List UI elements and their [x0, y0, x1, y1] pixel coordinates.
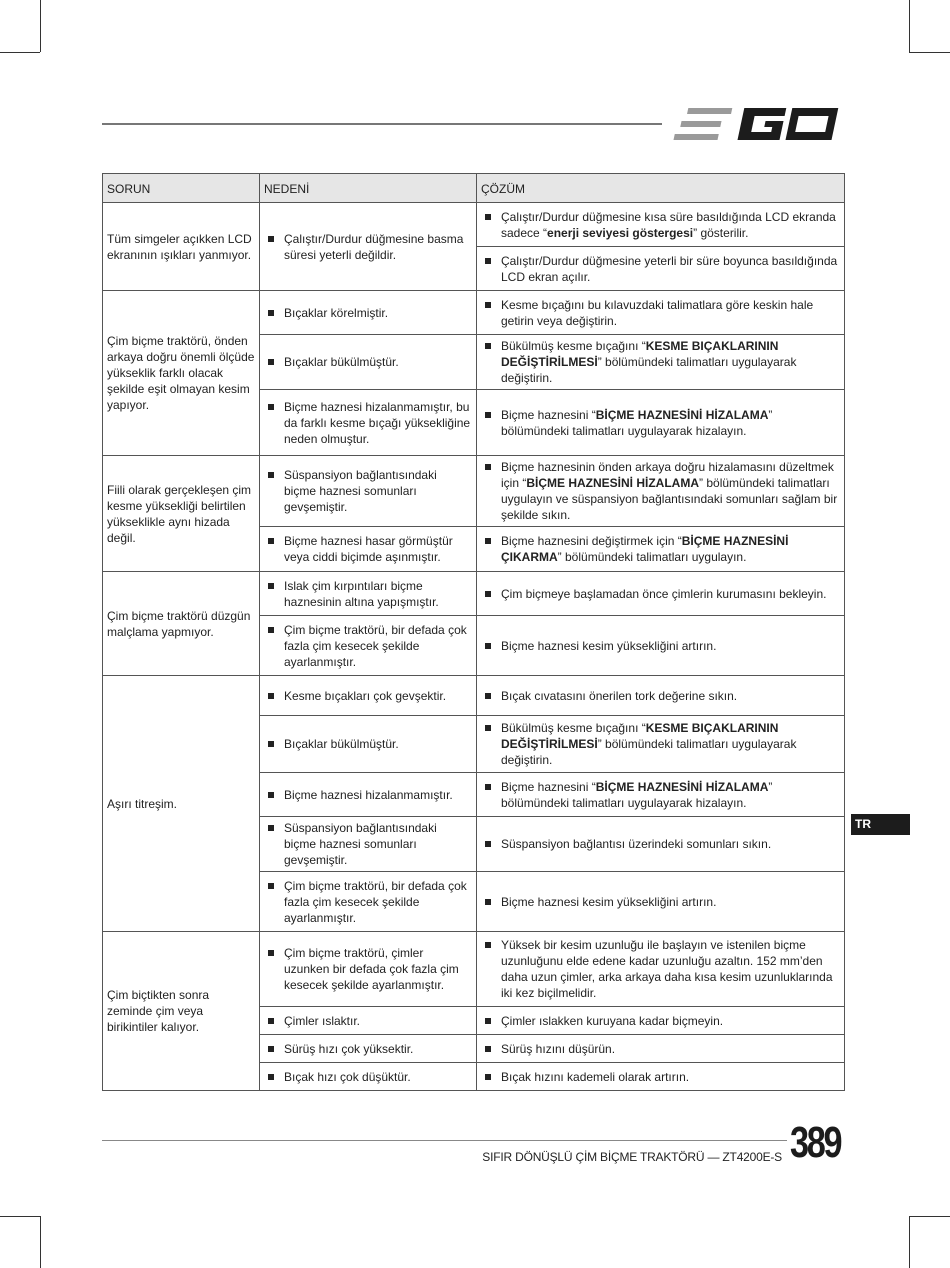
page-number: 389: [790, 1118, 841, 1167]
nedeni-cell: [260, 291, 477, 335]
bullet-square-icon: [485, 1018, 491, 1024]
table-row: [103, 203, 845, 247]
nedeni-cell: [260, 572, 477, 616]
crop-mark: [909, 1216, 950, 1217]
bullet-square-icon: [268, 741, 274, 747]
nedeni-item: [264, 736, 472, 752]
header-cozum: ÇÖZÜM: [477, 174, 845, 203]
bullet-square-icon: [485, 214, 491, 220]
cozum-item: [481, 1041, 840, 1057]
cozum-item: [481, 407, 840, 439]
bullet-square-icon: [268, 792, 274, 798]
nedeni-item-text: Biçme haznesi hasar görmüştür veya ciddi biçimde aşınmıştır.: [284, 534, 453, 564]
bullet-square-icon: [485, 464, 491, 470]
cozum-item-text: Bükülmüş kesme bıçağını “KESME BIÇAKLARININ DEĞİŞTİRİLMESİ” bölümündeki talimatları uygulayarak değiştirin.: [501, 721, 797, 767]
cozum-item: [481, 253, 840, 285]
cozum-item: [481, 720, 840, 768]
bullet-square-icon: [268, 693, 274, 699]
sorun-cell: Çim biçme traktörü düzgün malçlama yapmıyor.: [103, 572, 260, 676]
sorun-cell: Çim biçtikten sonra zeminde çim veya birikintiler kalıyor.: [103, 932, 260, 1091]
cozum-item: [481, 586, 840, 602]
nedeni-item-text: Bıçak hızı çok düşüktür.: [284, 1069, 411, 1084]
nedeni-item-text: Biçme haznesi hizalanmamıştır.: [284, 787, 453, 802]
cozum-item-text: Çimler ıslakken kuruyana kadar biçmeyin.: [501, 1013, 724, 1028]
cozum-item-text: Çim biçmeye başlamadan önce çimlerin kurumasını bekleyin.: [501, 586, 827, 601]
nedeni-item-text: Çim biçme traktörü, çimler uzunken bir defada çok fazla çim kesecek şekilde ayarlanmıştır.: [284, 946, 459, 992]
crop-mark: [0, 1216, 40, 1217]
table-row: [103, 676, 845, 716]
nedeni-item: [264, 1013, 472, 1029]
bullet-square-icon: [268, 310, 274, 316]
cozum-item-text: Kesme bıçağını bu kılavuzdaki talimatlara göre keskin hale getirin veya değiştirin.: [501, 297, 814, 328]
bullet-square-icon: [268, 950, 274, 956]
bullet-square-icon: [485, 725, 491, 731]
nedeni-item-text: Islak çim kırpıntıları biçme haznesinin altına yapışmıştır.: [284, 578, 439, 609]
nedeni-cell: [260, 872, 477, 932]
cozum-item: [481, 338, 840, 386]
bullet-square-icon: [485, 693, 491, 699]
table-header-row: [103, 174, 845, 203]
cozum-item-text: Biçme haznesi kesim yüksekliğini artırın.: [501, 894, 717, 909]
cozum-cell: [477, 872, 845, 932]
nedeni-item-text: Süspansiyon bağlantısındaki biçme haznesi somunları gevşemiştir.: [284, 821, 437, 867]
header-sorun: SORUN: [103, 174, 260, 203]
bullet-square-icon: [485, 538, 491, 544]
table-row: [103, 572, 845, 616]
nedeni-item-text: Çim biçme traktörü, bir defada çok fazla çim kesecek şekilde ayarlanmıştır.: [284, 622, 467, 669]
table-body: [103, 203, 845, 1091]
nedeni-cell: [260, 676, 477, 716]
bullet-square-icon: [485, 591, 491, 597]
nedeni-item: [264, 787, 472, 803]
cozum-cell: [477, 390, 845, 456]
nedeni-cell: [260, 716, 477, 773]
nedeni-item-text: Biçme haznesi hizalanmamıştır, bu da farklı kesme bıçağı yüksekliğine neden olmuştur.: [284, 399, 471, 446]
footer-title: SIFIR DÖNÜŞLÜ ÇİM BİÇME TRAKTÖRÜ — ZT4200E-S: [482, 1150, 782, 1164]
bullet-square-icon: [268, 1046, 274, 1052]
nedeni-cell: [260, 817, 477, 872]
section-reference: KESME BIÇAKLARININ DEĞİŞTİRİLMESİ: [501, 721, 779, 751]
bullet-square-icon: [485, 784, 491, 790]
bullet-square-icon: [268, 1074, 274, 1080]
nedeni-item: [264, 578, 472, 610]
crop-mark: [40, 0, 41, 52]
bullet-square-icon: [268, 825, 274, 831]
troubleshooting-table: [102, 173, 845, 1091]
cozum-cell: [477, 527, 845, 572]
nedeni-cell: [260, 773, 477, 817]
sorun-cell: Tüm simgeler açıkken LCD ekranının ışıkları yanmıyor.: [103, 203, 260, 291]
cozum-cell: [477, 932, 845, 1007]
nedeni-item-text: Bıçaklar bükülmüştür.: [284, 355, 399, 369]
bullet-square-icon: [485, 841, 491, 847]
nedeni-item: [264, 467, 472, 515]
cozum-item: [481, 1013, 840, 1029]
cozum-item-text: Süspansiyon bağlantısı üzerindeki somunları sıkın.: [501, 837, 772, 851]
bullet-square-icon: [485, 258, 491, 264]
cozum-item: [481, 297, 840, 329]
troubleshooting-table-wrap: [102, 173, 844, 1091]
nedeni-item: [264, 399, 472, 447]
nedeni-item: [264, 945, 472, 993]
cozum-item: [481, 638, 840, 654]
cozum-item-text: Çalıştır/Durdur düğmesine kısa süre basıldığında LCD ekranda sadece “enerji seviyesi göstergesi” gösterilir.: [501, 209, 836, 240]
nedeni-cell: [260, 1035, 477, 1063]
nedeni-cell: [260, 932, 477, 1007]
nedeni-item-text: Çim biçme traktörü, bir defada çok fazla çim kesecek şekilde ayarlanmıştır.: [284, 878, 467, 925]
sorun-cell: Aşırı titreşim.: [103, 676, 260, 932]
nedeni-item-text: Bıçaklar körelmiştir.: [284, 305, 389, 320]
nedeni-item-text: Kesme bıçakları çok gevşektir.: [284, 688, 447, 703]
section-reference: KESME BIÇAKLARININ DEĞİŞTİRİLMESİ: [501, 339, 779, 369]
nedeni-item: [264, 533, 472, 565]
nedeni-item: [264, 305, 472, 321]
cozum-item: [481, 779, 840, 811]
nedeni-item: [264, 1069, 472, 1085]
ego-logo: [670, 100, 845, 150]
header-rule: [102, 123, 662, 125]
nedeni-cell: [260, 456, 477, 527]
nedeni-item-text: Sürüş hızı çok yüksektir.: [284, 1041, 414, 1056]
bullet-square-icon: [268, 404, 274, 410]
sorun-cell: Çim biçme traktörü, önden arkaya doğru önemli ölçüde yükseklik farklı olacak şekilde eşit olmayan kesim yapıyor.: [103, 291, 260, 456]
bullet-square-icon: [268, 472, 274, 478]
cozum-cell: [477, 676, 845, 716]
cozum-cell: [477, 817, 845, 872]
bullet-square-icon: [485, 1046, 491, 1052]
cozum-item: [481, 459, 840, 523]
crop-mark: [40, 1216, 41, 1268]
footer-rule: [102, 1140, 787, 1141]
cozum-cell: [477, 616, 845, 676]
language-tab: TR: [851, 814, 910, 835]
bullet-square-icon: [268, 1018, 274, 1024]
cozum-item: [481, 836, 840, 852]
nedeni-cell: [260, 1007, 477, 1035]
crop-mark: [0, 52, 40, 53]
cozum-item: [481, 533, 840, 565]
header-nedeni: NEDENİ: [260, 174, 477, 203]
nedeni-cell: [260, 527, 477, 572]
cozum-item-text: Biçme haznesinin önden arkaya doğru hizalamasını düzeltmek için “BİÇME HAZNESİNİ HİZALAMA” bölümündeki talimatları uygulayın ve süspansiyon bağlantısındaki somunları sağlam bir şekilde sıkın.: [501, 460, 838, 522]
bullet-square-icon: [268, 883, 274, 889]
bullet-square-icon: [268, 583, 274, 589]
cozum-cell: [477, 773, 845, 817]
cozum-cell: [477, 1063, 845, 1091]
nedeni-item: [264, 354, 472, 370]
cozum-item-text: Bükülmüş kesme bıçağını “KESME BIÇAKLARININ DEĞİŞTİRİLMESİ” bölümündeki talimatları uygulayarak değiştirin.: [501, 339, 797, 385]
bullet-square-icon: [268, 359, 274, 365]
sorun-cell: Fiili olarak gerçekleşen çim kesme yüksekliği belirtilen yükseklikle aynı hizada değil.: [103, 456, 260, 572]
cozum-item-text: Bıçak hızını kademeli olarak artırın.: [501, 1069, 690, 1084]
bullet-square-icon: [268, 538, 274, 544]
nedeni-item-text: Çimler ıslaktır.: [284, 1013, 361, 1028]
bullet-square-icon: [268, 236, 274, 242]
cozum-cell: [477, 456, 845, 527]
nedeni-cell: [260, 335, 477, 390]
nedeni-item: [264, 820, 472, 868]
nedeni-cell: [260, 616, 477, 676]
cozum-item-text: Biçme haznesini değiştirmek için “BİÇME HAZNESİNİ ÇIKARMA” bölümündeki talimatları uygulayın.: [501, 534, 789, 564]
cozum-cell: [477, 335, 845, 390]
table-row: [103, 291, 845, 335]
cozum-cell: [477, 716, 845, 773]
table-row: [103, 456, 845, 527]
table-row: [103, 932, 845, 1007]
crop-mark: [909, 0, 910, 52]
bullet-square-icon: [485, 899, 491, 905]
cozum-item: [481, 894, 840, 910]
section-reference: BİÇME HAZNESİNİ HİZALAMA: [595, 779, 769, 794]
nedeni-item-text: Çalıştır/Durdur düğmesine basma süresi yeterli değildir.: [284, 231, 464, 262]
cozum-cell: [477, 1035, 845, 1063]
bullet-square-icon: [485, 942, 491, 948]
section-reference: BİÇME HAZNESİNİ HİZALAMA: [526, 476, 700, 490]
nedeni-item: [264, 878, 472, 926]
cozum-item-text: Biçme haznesini “BİÇME HAZNESİNİ HİZALAMA” bölümündeki talimatları uygulayarak hizalayın.: [501, 407, 773, 438]
nedeni-item: [264, 622, 472, 670]
section-reference: BİÇME HAZNESİNİ ÇIKARMA: [501, 534, 789, 564]
nedeni-item-text: Süspansiyon bağlantısındaki biçme haznesi somunları gevşemiştir.: [284, 468, 437, 514]
nedeni-cell: [260, 1063, 477, 1091]
bullet-square-icon: [485, 643, 491, 649]
crop-mark: [909, 52, 950, 53]
crop-mark: [909, 1216, 910, 1268]
nedeni-item: [264, 688, 472, 704]
nedeni-cell: [260, 390, 477, 456]
cozum-cell: [477, 1007, 845, 1035]
nedeni-cell: [260, 203, 477, 291]
cozum-item-text: Bıçak cıvatasını önerilen tork değerine sıkın.: [501, 688, 738, 703]
cozum-item: [481, 209, 840, 241]
nedeni-item-text: Bıçaklar bükülmüştür.: [284, 737, 399, 751]
section-reference: BİÇME HAZNESİNİ HİZALAMA: [595, 407, 769, 422]
cozum-item-text: Biçme haznesini “BİÇME HAZNESİNİ HİZALAMA” bölümündeki talimatları uygulayarak hizalayın.: [501, 779, 773, 810]
cozum-item-text: Biçme haznesi kesim yüksekliğini artırın.: [501, 638, 717, 653]
cozum-item: [481, 1069, 840, 1085]
bullet-square-icon: [268, 627, 274, 633]
bullet-square-icon: [485, 302, 491, 308]
cozum-cell: [477, 572, 845, 616]
section-reference: enerji seviyesi göstergesi: [547, 225, 694, 240]
cozum-cell: [477, 291, 845, 335]
cozum-item-text: Çalıştır/Durdur düğmesine yeterli bir süre boyunca basıldığında LCD ekran açılır.: [501, 253, 838, 284]
cozum-item-text: Yüksek bir kesim uzunluğu ile başlayın ve istenilen biçme uzunluğunu elde edene kadar uzunluğu azaltın. 152 mm’den daha uzun çimler, arka arkaya daha kısa kesim uzunluklarında iki kez biçilmelidir.: [501, 938, 833, 1000]
cozum-item: [481, 688, 840, 704]
nedeni-item: [264, 231, 472, 263]
cozum-item: [481, 937, 840, 1001]
cozum-cell: [477, 203, 845, 247]
bullet-square-icon: [485, 1074, 491, 1080]
bullet-square-icon: [485, 343, 491, 349]
cozum-item-text: Sürüş hızını düşürün.: [501, 1041, 616, 1056]
cozum-cell: [477, 247, 845, 291]
nedeni-item: [264, 1041, 472, 1057]
bullet-square-icon: [485, 412, 491, 418]
